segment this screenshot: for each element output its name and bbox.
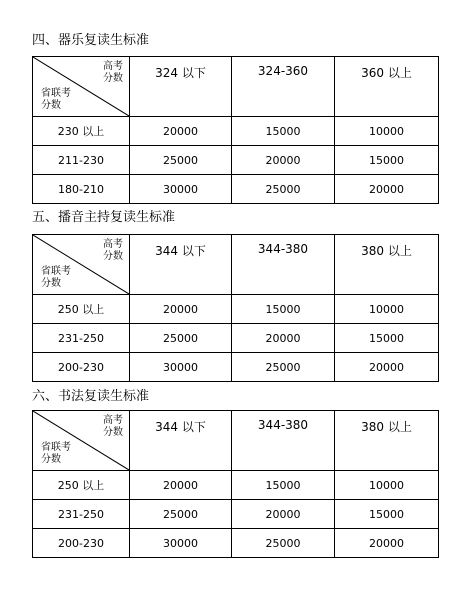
- fee-cell: 25000: [232, 529, 335, 558]
- row-label: 250 以上: [33, 471, 130, 500]
- column-header: 324 以下: [130, 57, 232, 117]
- fee-cell: 10000: [335, 471, 439, 500]
- table-header-row: [33, 57, 439, 117]
- fee-cell: 20000: [232, 500, 335, 529]
- corner-cell: [33, 411, 130, 471]
- section-title: 六、书法复读生标准: [32, 389, 150, 404]
- table-row: [33, 471, 439, 500]
- column-header: 380 以上: [335, 411, 439, 471]
- corner-bottom-label: 省联考 分数: [41, 88, 71, 111]
- section-title: 五、播音主持复读生标准: [32, 210, 176, 225]
- row-label: 231-250: [33, 500, 130, 529]
- column-header: 380 以上: [335, 235, 439, 295]
- column-header: 344 以下: [130, 411, 232, 471]
- row-label: 230 以上: [33, 117, 130, 146]
- section-title: 四、器乐复读生标准: [32, 33, 150, 48]
- row-label: 200-230: [33, 353, 130, 382]
- table-row: [33, 146, 439, 175]
- fee-table: [32, 234, 439, 382]
- column-header: 360 以上: [335, 57, 439, 117]
- fee-cell: 25000: [130, 500, 232, 529]
- fee-cell: 25000: [232, 175, 335, 204]
- corner-cell: [33, 57, 130, 117]
- fee-cell: 25000: [130, 146, 232, 175]
- row-label: 200-230: [33, 529, 130, 558]
- corner-bottom-label: 省联考 分数: [41, 266, 71, 289]
- table-row: [33, 295, 439, 324]
- fee-cell: 15000: [335, 500, 439, 529]
- fee-cell: 30000: [130, 529, 232, 558]
- fee-cell: 30000: [130, 175, 232, 204]
- fee-cell: 20000: [335, 529, 439, 558]
- fee-cell: 20000: [335, 353, 439, 382]
- row-label: 250 以上: [33, 295, 130, 324]
- fee-cell: 25000: [232, 353, 335, 382]
- corner-bottom-label: 省联考 分数: [41, 442, 71, 465]
- row-label: 180-210: [33, 175, 130, 204]
- corner-cell: [33, 235, 130, 295]
- corner-top-label: 高考 分数: [103, 239, 123, 262]
- fee-cell: 15000: [232, 117, 335, 146]
- fee-cell: 15000: [232, 471, 335, 500]
- fee-cell: 30000: [130, 353, 232, 382]
- corner-top-label: 高考 分数: [103, 61, 123, 84]
- column-header: 344-380: [232, 411, 335, 471]
- column-header: 344-380: [232, 235, 335, 295]
- fee-cell: 10000: [335, 117, 439, 146]
- table-header-row: [33, 235, 439, 295]
- column-header: 324-360: [232, 57, 335, 117]
- fee-cell: 25000: [130, 324, 232, 353]
- table-row: [33, 500, 439, 529]
- table-header-row: [33, 411, 439, 471]
- fee-cell: 15000: [335, 324, 439, 353]
- fee-cell: 20000: [130, 117, 232, 146]
- row-label: 211-230: [33, 146, 130, 175]
- table-row: [33, 117, 439, 146]
- column-header: 344 以下: [130, 235, 232, 295]
- corner-top-label: 高考 分数: [103, 415, 123, 438]
- fee-table: [32, 56, 439, 204]
- fee-cell: 20000: [232, 146, 335, 175]
- fee-cell: 20000: [335, 175, 439, 204]
- table-row: [33, 529, 439, 558]
- fee-cell: 15000: [232, 295, 335, 324]
- table-row: [33, 175, 439, 204]
- row-label: 231-250: [33, 324, 130, 353]
- fee-cell: 20000: [130, 295, 232, 324]
- fee-cell: 20000: [130, 471, 232, 500]
- fee-cell: 20000: [232, 324, 335, 353]
- fee-cell: 15000: [335, 146, 439, 175]
- table-row: [33, 324, 439, 353]
- table-row: [33, 353, 439, 382]
- fee-table: [32, 410, 439, 558]
- fee-cell: 10000: [335, 295, 439, 324]
